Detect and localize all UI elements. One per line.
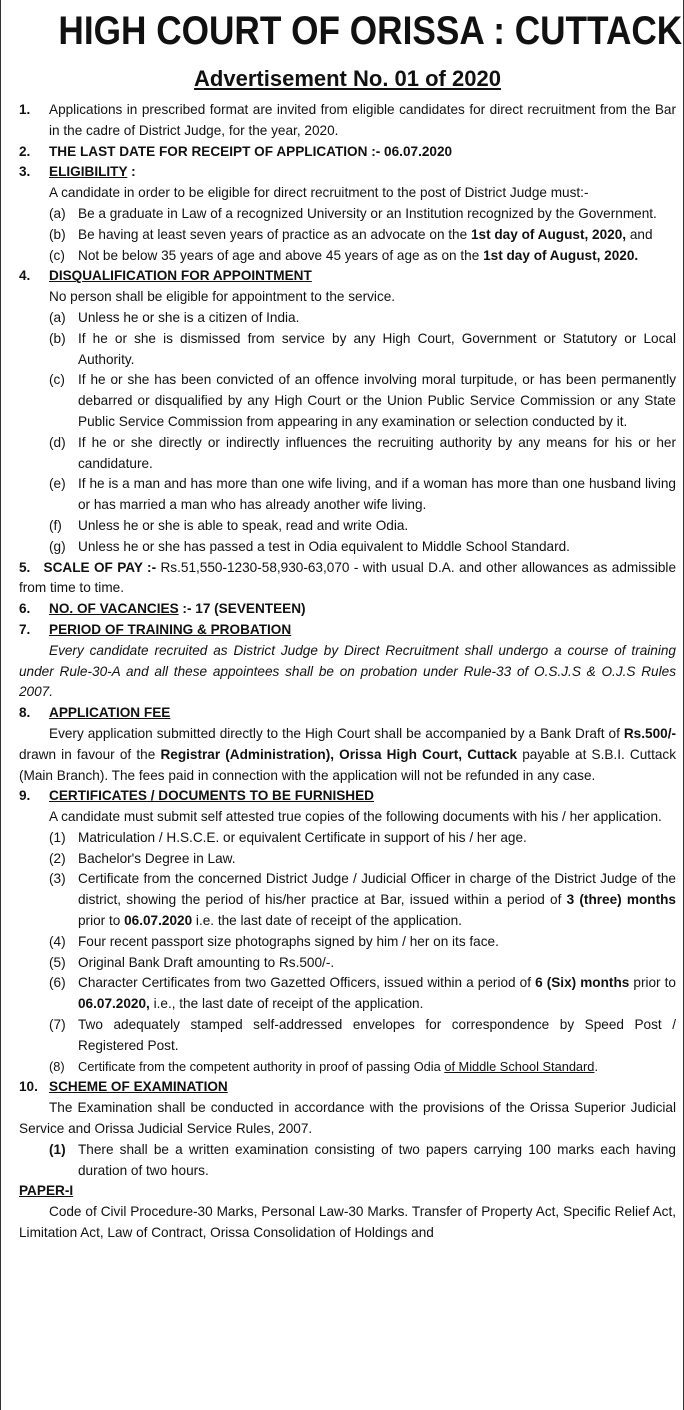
item-underlined: of Middle School Standard (444, 1058, 595, 1074)
item-text: . (594, 1058, 598, 1074)
section-1 (19, 100, 676, 142)
item-label: (f) (49, 517, 62, 533)
item-text: prior to (629, 975, 676, 991)
item-text: i.e., the last date of receipt of the application. (149, 996, 424, 1012)
paper-1-heading: PAPER-I (19, 1183, 74, 1199)
list-item (19, 308, 676, 329)
section-number: 3. (19, 164, 31, 180)
list-item (19, 329, 676, 371)
list-item (19, 537, 676, 558)
section-number: 5. (19, 559, 31, 575)
section-text: Applications in prescribed format are invited from eligible candidates for direct recruitment from the Bar in the cadre of District Judge, for the year, 2020. (49, 102, 676, 138)
item-label: (c) (49, 247, 65, 263)
list-item (19, 474, 676, 516)
section-number: 7. (19, 621, 31, 637)
section-7 (19, 620, 676, 641)
item-text: Unless he or she is able to speak, read and write Odia. (78, 517, 409, 533)
eligibility-intro: A candidate in order to be eligible for direct recruitment to the post of District Judge must:- (49, 185, 589, 201)
item-text: Unless he or she has passed a test in Odia equivalent to Middle School Standard. (78, 538, 570, 554)
item-text: If he or she has been convicted of an offence involving moral turpitude, or has been permanently debarred or disqualified by any High Court or the Union Public Service Commission or any State Public Service Commission from appearing in any examination or selection conducted by it. (78, 372, 676, 429)
list-item (19, 204, 676, 225)
item-bold: 6 (Six) months (535, 975, 630, 991)
eligibility-heading: ELIGIBILITY (49, 164, 128, 180)
list-item (19, 1140, 676, 1182)
item-text: Unless he or she is a citizen of India. (78, 309, 300, 325)
item-text: and (626, 226, 653, 242)
section-number: 10. (19, 1079, 38, 1095)
section-number: 1. (19, 102, 31, 117)
item-label: (c) (49, 372, 65, 388)
list-item (19, 1057, 676, 1078)
item-label: (d) (49, 434, 66, 450)
section-number: 9. (19, 788, 31, 804)
item-text: If he or she directly or indirectly influences the recruiting authority by any means for his or her candidature. (78, 434, 676, 471)
item-label: (b) (49, 226, 66, 242)
item-label: (6) (49, 975, 66, 991)
pay-heading: SCALE OF PAY :- (43, 559, 157, 575)
list-item (19, 370, 676, 432)
list-item (19, 973, 676, 1015)
item-text: If he is a man and has more than one wife living, and if a woman has more than one husband living or has married a man who has already another wife living. (78, 476, 676, 513)
list-item (19, 516, 676, 537)
item-text: Bachelor's Degree in Law. (78, 850, 236, 866)
fee-text-part: Every application submitted directly to the High Court shall be accompanied by a Bank Draft of (49, 725, 624, 741)
disqualification-heading: DISQUALIFICATION FOR APPOINTMENT (49, 268, 312, 284)
item-bold: 1st day of August, 2020, (470, 226, 627, 242)
item-label: (5) (49, 954, 66, 970)
list-item (19, 849, 676, 870)
advertisement-number: Advertisement No. 01 of 2020 (194, 66, 501, 91)
heading-colon: : (127, 164, 136, 180)
fee-payee: Registrar (Administration), Orissa High Court, Cuttack (160, 746, 518, 762)
fee-text-part: drawn in favour of the (19, 746, 161, 762)
item-label: (3) (49, 871, 66, 887)
item-text: Character Certificates from two Gazetted Officers, issued within a period of (78, 975, 536, 991)
item-label: (e) (49, 476, 66, 492)
section-6 (19, 599, 676, 620)
section-10 (19, 1077, 676, 1098)
section-number: 8. (19, 705, 31, 721)
item-text: Be a graduate in Law of a recognized University or an Institution recognized by the Government. (78, 205, 657, 221)
item-bold: 06.07.2020, (78, 996, 150, 1012)
section-3 (19, 162, 676, 183)
fee-text (19, 724, 676, 786)
item-text: prior to (78, 913, 125, 929)
item-bold: 3 (three) months (566, 892, 676, 908)
certificates-intro: A candidate must submit self attested true copies of the following documents with his / her application. (49, 809, 662, 825)
item-text: Matriculation / H.S.C.E. or equivalent Certificate in support of his / her age. (78, 829, 527, 845)
list-item (19, 828, 676, 849)
item-text: i.e. the last date of receipt of the application. (192, 913, 462, 929)
list-item (19, 932, 676, 953)
disqualification-intro: No person shall be eligible for appointment to the service. (49, 289, 396, 305)
item-label: (2) (49, 850, 66, 866)
item-label: (a) (49, 205, 66, 221)
item-label: (7) (49, 1017, 66, 1033)
training-heading: PERIOD OF TRAINING & PROBATION (49, 621, 292, 637)
fee-amount: Rs.500/- (623, 725, 676, 741)
item-text: Certificate from the competent authority in proof of passing Odia (78, 1058, 445, 1074)
item-text: Two adequately stamped self-addressed envelopes for correspondence by Speed Post / Registered Post. (78, 1017, 676, 1053)
item-label: (8) (49, 1058, 65, 1074)
scheme-heading: SCHEME OF EXAMINATION (49, 1079, 228, 1095)
section-5 (19, 558, 676, 600)
item-label: (b) (49, 330, 66, 346)
item-label: (4) (49, 933, 66, 949)
scheme-text: The Examination shall be conducted in accordance with the provisions of the Orissa Superior Judicial Service and Orissa Judicial Service Rules, 2007. (19, 1100, 676, 1137)
list-item (19, 225, 676, 246)
page-title: HIGH COURT OF ORISSA : CUTTACK (58, 9, 683, 53)
item-label: (g) (49, 538, 66, 554)
paper-1-text: Code of Civil Procedure-30 Marks, Personal Law-30 Marks. Transfer of Property Act, Specific Relief Act, Limitation Act, Law of Contract, Orissa Consolidation of Holdings and (19, 1204, 676, 1241)
list-item (19, 246, 676, 267)
item-text: Certificate from the concerned District Judge / Judicial Officer in charge of the District Judge of the district, showing the period of his/her practice at Bar, issued within a period of (78, 871, 676, 908)
item-text: Original Bank Draft amounting to Rs.500/-. (78, 954, 335, 970)
item-bold: 06.07.2020 (124, 913, 193, 929)
section-9 (19, 786, 676, 807)
section-number: 4. (19, 268, 31, 284)
section-number: 6. (19, 601, 31, 617)
section-8 (19, 703, 676, 724)
list-item (19, 953, 676, 974)
item-text: Be having at least seven years of practice as an advocate on the (78, 226, 471, 242)
section-number: 2. (19, 143, 31, 159)
fee-text-part: payable at S.B.I. Cuttack (Main Branch). The fees paid in connection with the application will not be refunded in any case. (19, 746, 677, 783)
item-label: (1) (49, 829, 66, 845)
certificates-heading: CERTIFICATES / DOCUMENTS TO BE FURNISHED (49, 788, 375, 804)
section-4 (19, 266, 676, 287)
list-item (19, 869, 676, 931)
item-text: If he or she is dismissed from service by any High Court, Government or Statutory or Local Authority. (78, 330, 676, 367)
item-bold: 1st day of August, 2020. (483, 247, 639, 263)
fee-heading: APPLICATION FEE (49, 705, 171, 721)
training-text: Every candidate recruited as District Judge by Direct Recruitment shall undergo a course of training under Rule-30-A and all these appointees shall be on probation under Rule-33 of O.S.J.S & O.J.S Rules 2007. (19, 642, 676, 700)
list-item (19, 1015, 676, 1057)
item-text: Not be below 35 years of age and above 45 years of age as on the (78, 247, 484, 263)
pay-text: Rs.51,550-1230-58,930-63,070 - with usual D.A. and other allowances as admissible from time to time. (19, 559, 677, 596)
item-text: There shall be a written examination consisting of two papers carrying 100 marks each having duration of two hours. (78, 1141, 676, 1178)
item-label: (1) (49, 1141, 66, 1157)
vacancies-count: :- 17 (SEVENTEEN) (178, 601, 306, 617)
vacancies-heading: NO. OF VACANCIES (49, 601, 179, 617)
item-label: (a) (49, 309, 66, 325)
section-2 (19, 142, 676, 163)
item-text: Four recent passport size photographs signed by him / her on its face. (78, 933, 499, 949)
list-item (19, 433, 676, 475)
last-date-heading: THE LAST DATE FOR RECEIPT OF APPLICATION :- 06.07.2020 (49, 143, 453, 159)
